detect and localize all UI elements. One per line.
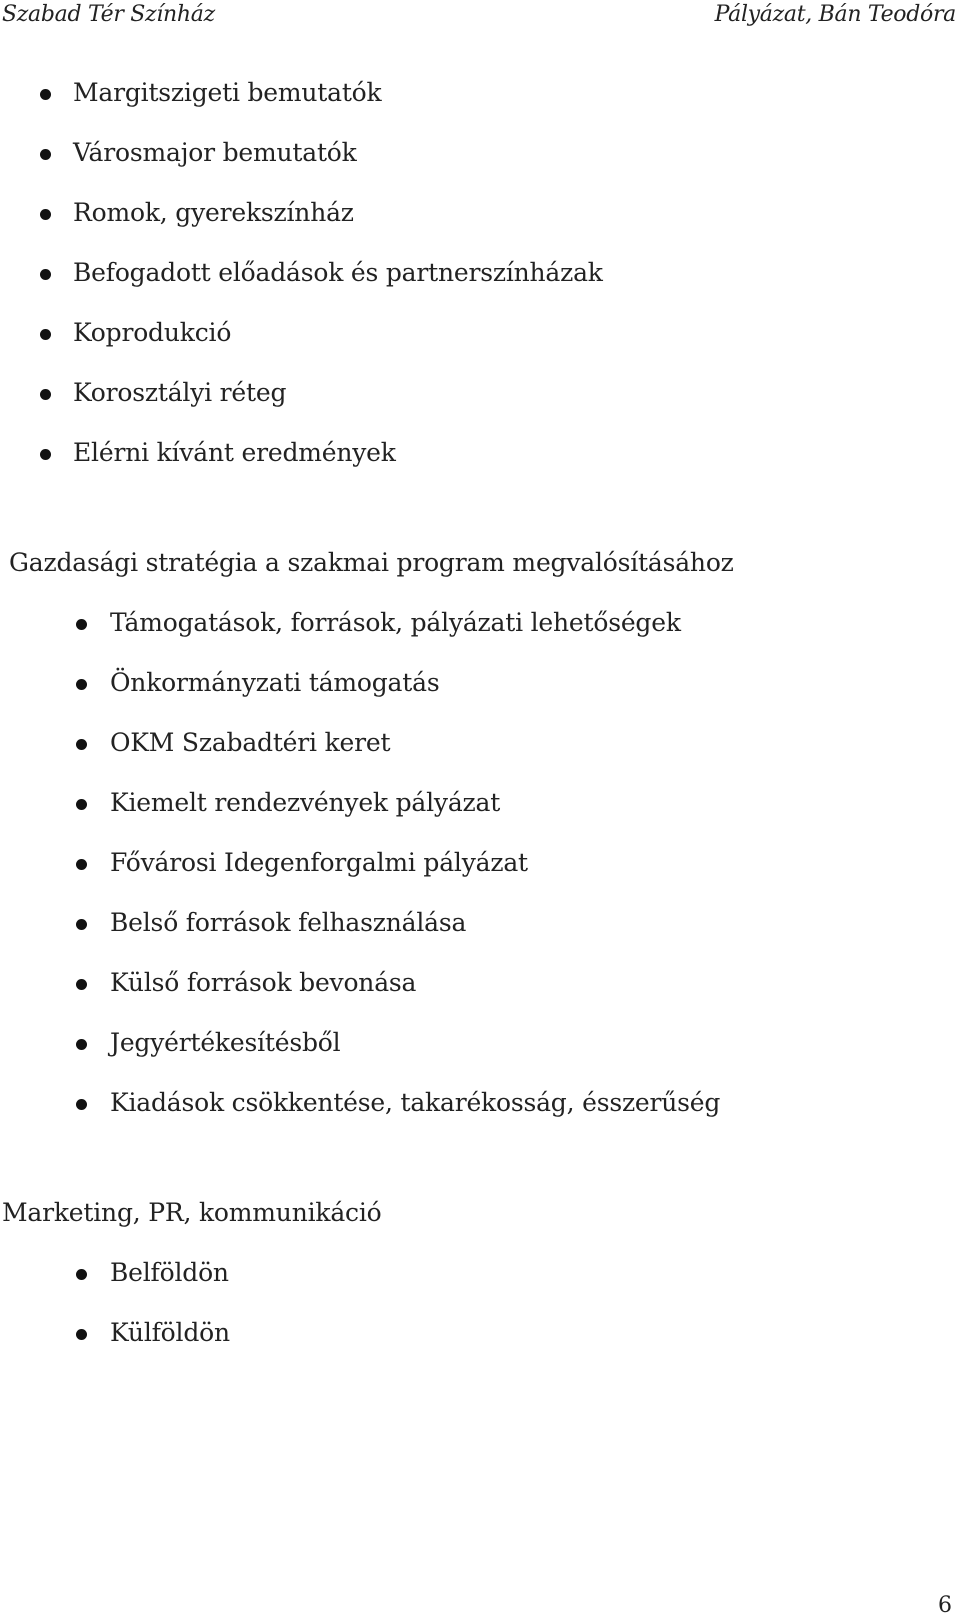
list-item: Külföldön xyxy=(110,1318,230,1347)
bullet-icon xyxy=(76,919,87,930)
list-item: Kiemelt rendezvények pályázat xyxy=(110,788,501,817)
list-item: Önkormányzati támogatás xyxy=(110,668,440,697)
list-item: Belső források felhasználása xyxy=(110,908,467,937)
bullet-icon xyxy=(40,449,51,460)
list-item: Romok, gyerekszínház xyxy=(73,198,354,227)
header-left-title: Szabad Tér Színház xyxy=(2,2,215,27)
bullet-icon xyxy=(76,1099,87,1110)
bullet-icon xyxy=(76,1039,87,1050)
list-item: Belföldön xyxy=(110,1258,229,1287)
list-item: Koprodukció xyxy=(73,318,232,347)
bullet-icon xyxy=(76,1269,87,1280)
page-number: 6 xyxy=(938,1593,952,1618)
section-heading-marketing: Marketing, PR, kommunikáció xyxy=(2,1198,382,1227)
list-item: Elérni kívánt eredmények xyxy=(73,438,396,467)
bullet-icon xyxy=(40,329,51,340)
bullet-icon xyxy=(76,859,87,870)
list-item: OKM Szabadtéri keret xyxy=(110,728,391,757)
bullet-icon xyxy=(76,799,87,810)
list-item: Városmajor bemutatók xyxy=(73,138,357,167)
bullet-icon xyxy=(40,149,51,160)
bullet-icon xyxy=(40,389,51,400)
bullet-icon xyxy=(76,679,87,690)
header-right-title: Pályázat, Bán Teodóra xyxy=(714,2,956,27)
list-item: Befogadott előadások és partnerszínházak xyxy=(73,258,603,287)
list-item: Kiadások csökkentése, takarékosság, ésszerűség xyxy=(110,1088,721,1117)
list-item: Külső források bevonása xyxy=(110,968,417,997)
list-item: Korosztályi réteg xyxy=(73,378,287,407)
section-heading-economic-strategy: Gazdasági stratégia a szakmai program megvalósításához xyxy=(9,548,734,577)
list-item: Fővárosi Idegenforgalmi pályázat xyxy=(110,848,528,877)
bullet-icon xyxy=(76,1329,87,1340)
bullet-icon xyxy=(76,979,87,990)
bullet-icon xyxy=(40,269,51,280)
bullet-icon xyxy=(40,89,51,100)
list-item: Margitszigeti bemutatók xyxy=(73,78,382,107)
list-item: Jegyértékesítésből xyxy=(110,1028,341,1057)
list-item: Támogatások, források, pályázati lehetőségek xyxy=(110,608,681,637)
bullet-icon xyxy=(76,619,87,630)
bullet-icon xyxy=(40,209,51,220)
bullet-icon xyxy=(76,739,87,750)
